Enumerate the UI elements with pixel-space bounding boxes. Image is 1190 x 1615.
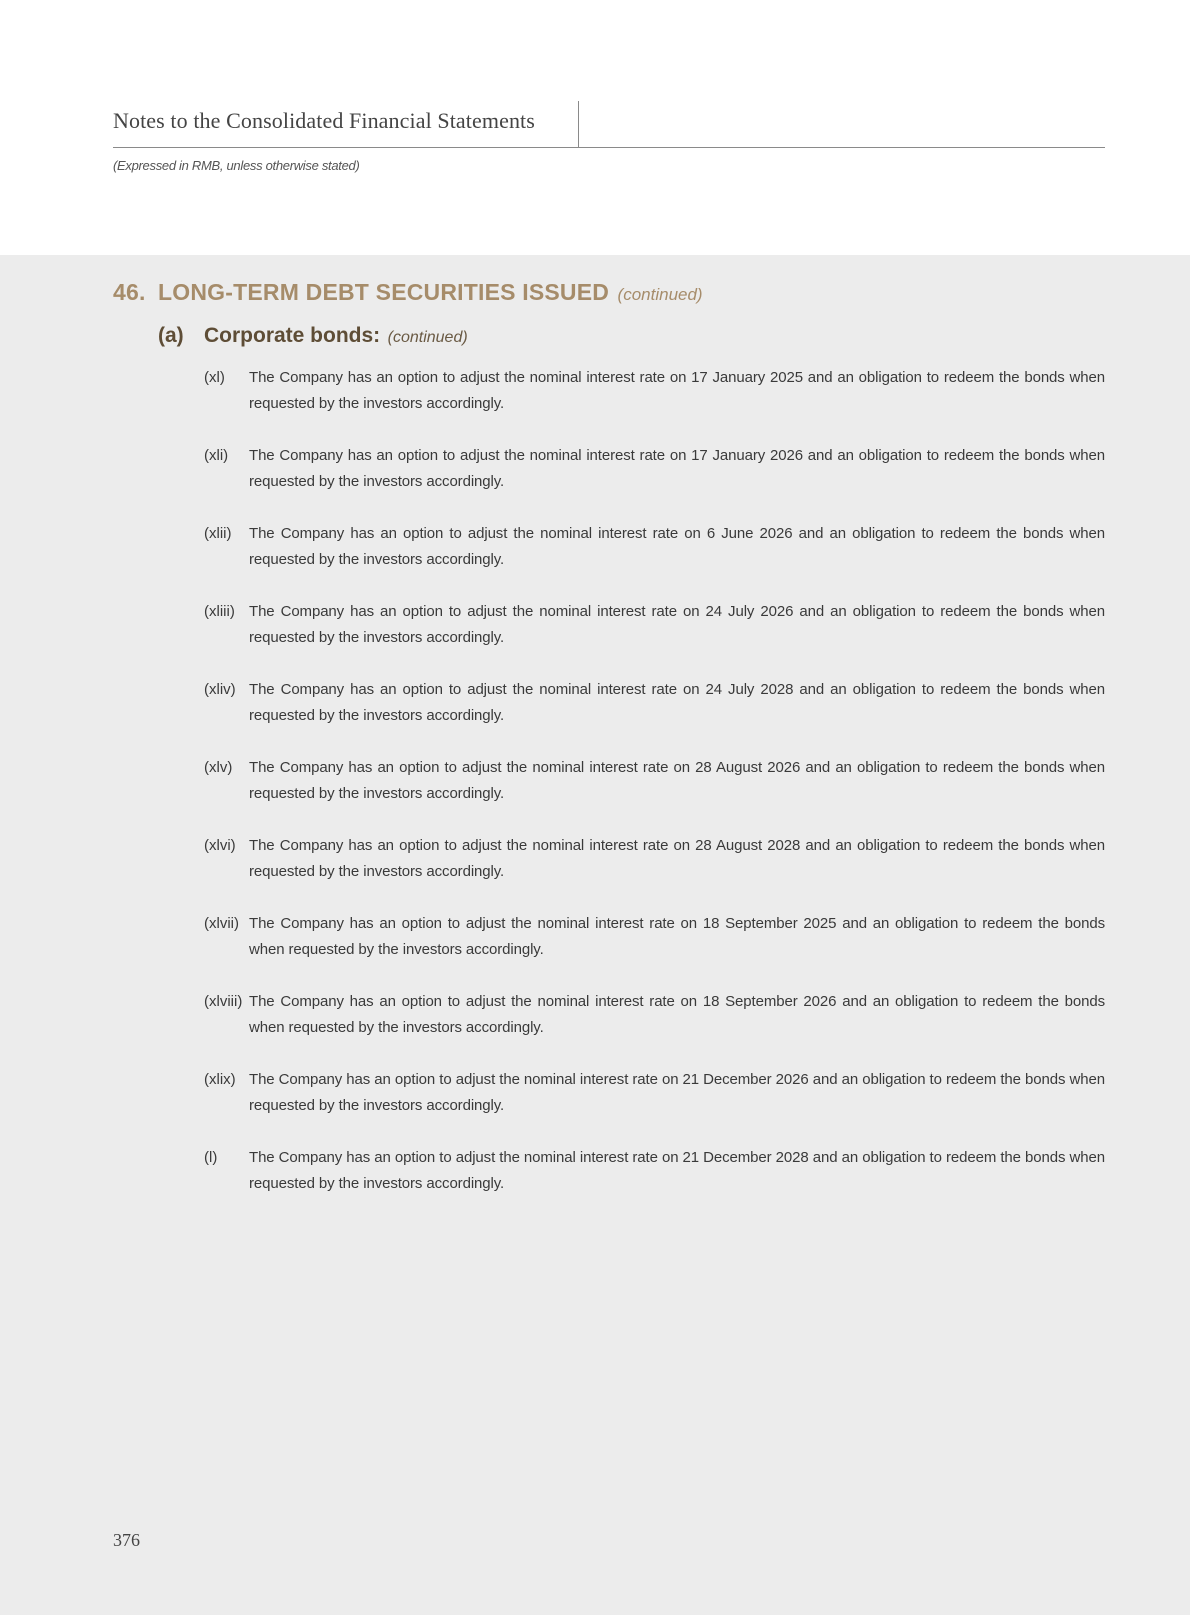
list-item: [204, 443, 1105, 521]
list-item: [204, 599, 1105, 677]
section-number: 46.: [113, 279, 146, 305]
list-item: [204, 1145, 1105, 1223]
list-item: [204, 365, 1105, 443]
list-item: [204, 677, 1105, 755]
header-vertical-rule: [578, 101, 579, 147]
page-header: [0, 0, 1190, 255]
list-item: [204, 1067, 1105, 1145]
note-marker: (xliii): [204, 603, 235, 620]
header-horizontal-rule: [113, 147, 1105, 148]
note-text: The Company has an option to adjust the nominal interest rate on 18 September 2026 and an obligation to redeem the bonds when requested by the investors accordingly.: [249, 993, 1105, 1036]
subsection-label: (a): [158, 324, 184, 347]
note-text: The Company has an option to adjust the nominal interest rate on 24 July 2028 and an obligation to redeem the bonds when requested by the investors accordingly.: [249, 681, 1105, 724]
note-marker: (xli): [204, 447, 229, 464]
running-title: Notes to the Consolidated Financial Statements: [113, 108, 535, 133]
note-marker: (xlv): [204, 759, 233, 776]
currency-note: (Expressed in RMB, unless otherwise stated): [113, 158, 360, 173]
note-text: The Company has an option to adjust the nominal interest rate on 28 August 2028 and an obligation to redeem the bonds when requested by the investors accordingly.: [249, 837, 1105, 880]
subsection-title: Corporate bonds:: [204, 324, 381, 347]
subsection-heading: [158, 324, 468, 348]
note-text: The Company has an option to adjust the nominal interest rate on 28 August 2026 and an obligation to redeem the bonds when requested by the investors accordingly.: [249, 759, 1105, 802]
note-text: The Company has an option to adjust the nominal interest rate on 17 January 2025 and an obligation to redeem the bonds when requested by the investors accordingly.: [249, 369, 1105, 412]
note-marker: (xl): [204, 369, 225, 386]
section-heading: [113, 279, 703, 306]
list-item: [204, 521, 1105, 599]
note-text: The Company has an option to adjust the nominal interest rate on 24 July 2026 and an obligation to redeem the bonds when requested by the investors accordingly.: [249, 603, 1105, 646]
note-text: The Company has an option to adjust the nominal interest rate on 21 December 2026 and an obligation to redeem the bonds when requested by the investors accordingly.: [249, 1071, 1105, 1114]
note-text: The Company has an option to adjust the nominal interest rate on 6 June 2026 and an obligation to redeem the bonds when requested by the investors accordingly.: [249, 525, 1105, 568]
list-item: [204, 989, 1105, 1067]
bond-notes-list: [204, 365, 1105, 1223]
note-text: The Company has an option to adjust the nominal interest rate on 17 January 2026 and an obligation to redeem the bonds when requested by the investors accordingly.: [249, 447, 1105, 490]
note-marker: (l): [204, 1149, 218, 1166]
note-marker: (xlii): [204, 525, 232, 542]
list-item: [204, 833, 1105, 911]
note-marker: (xlix): [204, 1071, 236, 1088]
note-marker: (xlvi): [204, 837, 236, 854]
page-number: 376: [113, 1530, 140, 1550]
list-item: [204, 755, 1105, 833]
note-text: The Company has an option to adjust the nominal interest rate on 21 December 2028 and an obligation to redeem the bonds when requested by the investors accordingly.: [249, 1149, 1105, 1192]
note-marker: (xlviii): [204, 993, 243, 1010]
note-marker: (xliv): [204, 681, 236, 698]
note-marker: (xlvii): [204, 915, 239, 932]
note-text: The Company has an option to adjust the nominal interest rate on 18 September 2025 and an obligation to redeem the bonds when requested by the investors accordingly.: [249, 915, 1105, 958]
section-title: LONG-TERM DEBT SECURITIES ISSUED: [158, 279, 610, 305]
subsection-continued-label: (continued): [387, 329, 468, 346]
section-continued-label: (continued): [617, 285, 703, 304]
list-item: [204, 911, 1105, 989]
